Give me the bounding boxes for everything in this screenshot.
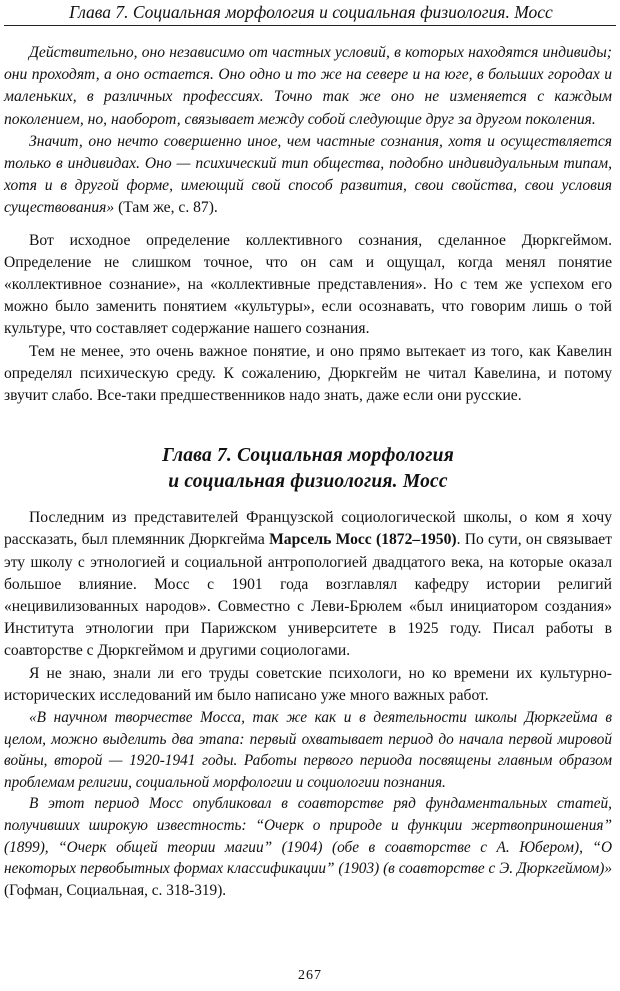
body-paragraph <box>4 507 612 662</box>
body-paragraph: Я не знаю, знали ли его труды советские психологи, но ко времени их культурно-исторических исследований им было написано уже много важных работ. <box>4 664 612 704</box>
quote-paragraph <box>4 131 612 220</box>
body-paragraph: Вот исходное определение коллективного сознания, сделанное Дюркгеймом. Определение не слишком точное, что он сам и ощущал, когда менял понятие «коллективное сознание», на «коллективные представления». Но с тем же успехом его можно было заменить понятием «культуры», если осознавать, что говорим лишь о той культуре, что составляет содержание нашего сознания. <box>4 231 612 338</box>
citation-reference: (Гофман, Социальная, с. 318-319). <box>4 881 227 899</box>
quote-paragraph <box>4 793 612 901</box>
header-rule <box>4 25 616 26</box>
spacer <box>4 407 612 443</box>
person-name-dates: Марсель Мосс (1872–1950) <box>269 531 457 549</box>
paragraph-text: . По сути, он связывает эту школу с этнологией и социальной антропологией двадцатого века, на которые оказал большое влияние. Мосс с 1901 года возглавлял кафедру истории религий «нецивилизованных народов». Совместно с Леви-Брюлем «был инициатором создания» Института этнологии при Парижском университете в 1925 году. Писал работы в соавторстве с Дюркгеймом и другими социологами. <box>4 531 613 660</box>
quote-paragraph: «В научном творчестве Мосса, так же как и в деятельности школы Дюркгейма в целом, можно выделить два этапа: первый охватывает период до начала первой мировой войны, второй — 1920-1941 годы. Работы первого периода посвящены главным образом проблемам религии, социальной морфологии и социологии познания. <box>4 709 612 791</box>
spacer <box>4 220 612 230</box>
paragraph-text: Последним из представителей Французской социологической школы, о ком я хочу рассказать, был племянник Дюркгейма <box>4 509 612 549</box>
spacer <box>4 495 612 507</box>
page-number: 267 <box>298 968 322 983</box>
quote-text: Значит, оно нечто совершенно иное, чем частные сознания, хотя и осуществляется только в индивидах. Оно — психический тип общества, подобно индивидуальным типам, хотя и в другой форме, имеющий свой способ развития, свои свойства, свои условия существования» <box>4 132 612 217</box>
citation-reference: (Там же, с. 87). <box>114 199 218 217</box>
quote-text: В этот период Мосс опубликовал в соавторстве ряд фундаментальных статей, получивших широкую известность: “Очерк о природе и функции жертвоприношения” (1899), “Очерк общей теории магии” (1904) (обе в соавторстве с А. Юбером), “О некоторых первобытных формах классификации” (1903) (в соавторстве с Э. Дюркгеймом)» <box>4 795 612 878</box>
body-paragraph: Тем не менее, это очень важное понятие, и оно прямо вытекает из того, как Кавелин определял психическую среду. К сожалению, Дюркгейм не читал Кавелина, и потому звучит слабо. Все-таки предшественников надо знать, даже если они русские. <box>4 342 612 405</box>
chapter-title-line: и социальная физиология. Мосс <box>168 471 448 493</box>
chapter-title-line: Глава 7. Социальная морфология <box>162 445 454 467</box>
chapter-title <box>4 443 612 495</box>
running-head: Глава 7. Социальная морфология и социальная физиология. Мосс <box>69 2 553 22</box>
page-body <box>4 42 612 901</box>
quote-paragraph: Действительно, оно независимо от частных условий, в которых находятся индивиды; они проходят, а оно остается. Оно одно и то же на севере и на юге, в больших городах и маленьких, в различных профессиях. Точно так же оно не изменяется с каждым поколением, но, наоборот, связывает между собой следующие друг за другом поколения. <box>4 44 612 128</box>
